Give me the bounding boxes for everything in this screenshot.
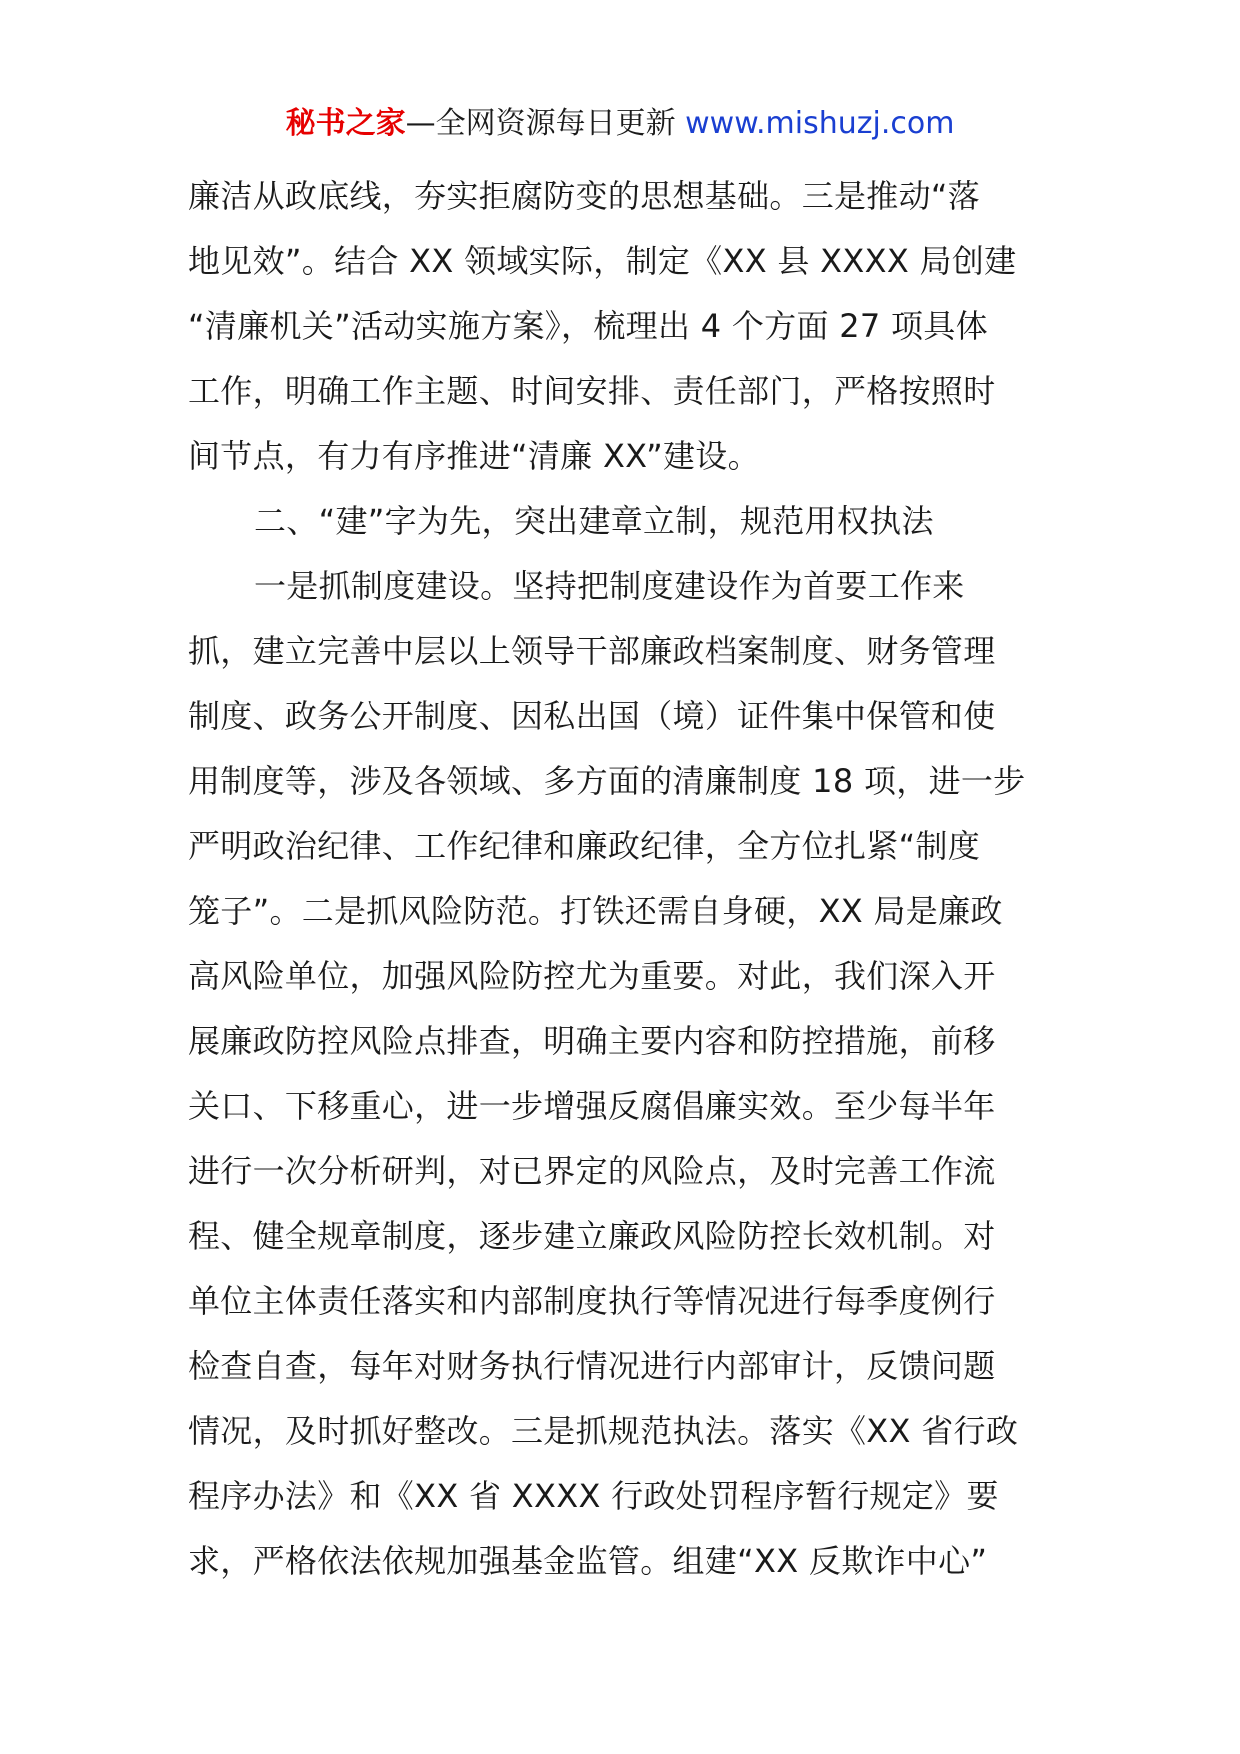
site-tagline: —全网资源每日更新: [405, 106, 686, 141]
text-line: 廉洁从政底线，夯实拒腐防变的思想基础。三是推动“落: [188, 177, 981, 215]
text-line: 抓，建立完善中层以上领导干部廉政档案制度、财务管理: [188, 632, 996, 670]
text-line: 工作，明确工作主题、时间安排、责任部门，严格按照时: [188, 372, 996, 410]
text-line: 进行一次分析研判，对已界定的风险点，及时完善工作流: [188, 1152, 996, 1190]
site-url-link[interactable]: www.mishuzj.com: [685, 106, 955, 141]
text-line: 程、健全规章制度，逐步建立廉政风险防控长效机制。对: [188, 1217, 996, 1255]
text-line: 间节点，有力有序推进“清廉 XX”建设。: [188, 437, 760, 475]
text-line: 单位主体责任落实和内部制度执行等情况进行每季度例行: [188, 1282, 996, 1320]
text-line: 严明政治纪律、工作纪律和廉政纪律，全方位扎紧“制度: [188, 827, 981, 865]
brand-name: 秘书之家: [285, 106, 406, 141]
text-line: 情况，及时抓好整改。三是抓规范执法。落实《XX 省行政: [188, 1412, 1019, 1450]
text-line: 笼子”。二是抓风险防范。打铁还需自身硬，XX 局是廉政: [188, 892, 1003, 930]
text-line: 求，严格依法依规加强基金监管。组建“XX 反欺诈中心”: [188, 1542, 988, 1580]
text-line: 关口、下移重心，进一步增强反腐倡廉实效。至少每半年: [188, 1087, 996, 1125]
text-line: 高风险单位，加强风险防控尤为重要。对此，我们深入开: [188, 957, 996, 995]
text-line: 展廉政防控风险点排查，明确主要内容和防控措施，前移: [188, 1022, 996, 1060]
paragraph-first-line: 一是抓制度建设。坚持把制度建设作为首要工作来: [254, 567, 965, 605]
text-line: “清廉机关”活动实施方案》，梳理出 4 个方面 27 项具体: [188, 307, 988, 345]
text-line: 制度、政务公开制度、因私出国（境）证件集中保管和使: [188, 697, 996, 735]
document-body: [188, 164, 1058, 1594]
site-header: [0, 102, 1240, 146]
text-line: 用制度等，涉及各领域、多方面的清廉制度 18 项，进一步: [188, 762, 1026, 800]
text-line: 检查自查，每年对财务执行情况进行内部审计，反馈问题: [188, 1347, 996, 1385]
section-heading: 二、“建”字为先，突出建章立制，规范用权执法: [254, 502, 934, 540]
text-line: 程序办法》和《XX 省 XXXX 行政处罚程序暂行规定》要: [188, 1477, 999, 1515]
text-line: 地见效”。结合 XX 领域实际，制定《XX 县 XXXX 局创建: [188, 242, 1017, 280]
